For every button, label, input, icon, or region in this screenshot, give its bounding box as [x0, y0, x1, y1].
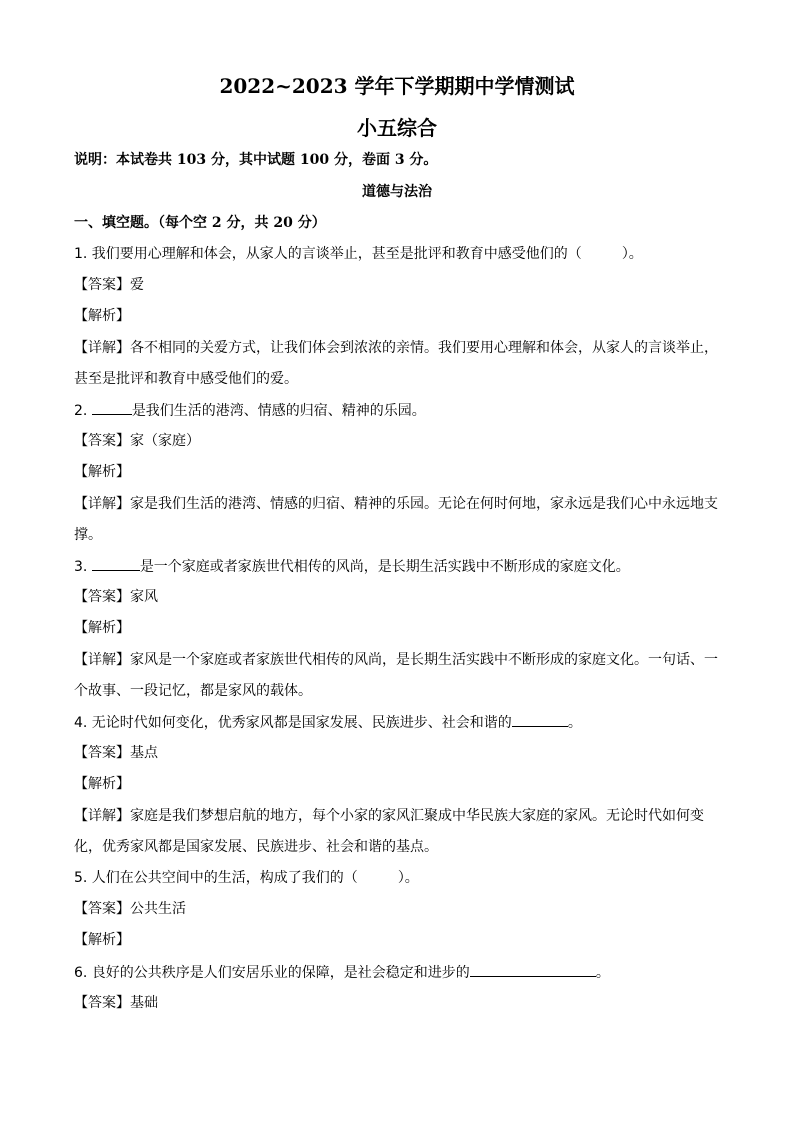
detail-1-line-1: 【详解】各不相同的关爱方式，让我们体会到浓浓的亲情。我们要用心理解和体会，从家人的言谈举止，	[74, 340, 718, 356]
exam-note: 说明：本试卷共 103 分，其中试题 100 分，卷面 3 分。	[74, 152, 438, 168]
question-text: 是一个家庭或者家族世代相传的风尚，是长期生活实践中不断形成的家庭文化。	[139, 559, 630, 575]
section-heading: 一、填空题。（每个空 2 分，共 20 分）	[74, 215, 326, 231]
detail-4-line-1: 【详解】家庭是我们梦想启航的地方，每个小家的家风汇聚成中华民族大家庭的家风。无论时代如何变	[74, 808, 704, 824]
question-end: ）。	[397, 870, 419, 886]
question-text: 5. 人们在公共空间中的生活，构成了我们的（	[74, 870, 358, 886]
answer-4: 【答案】基点	[74, 745, 158, 761]
document-title: 2022~2023 学年下学期期中学情测试	[219, 74, 575, 98]
question-6	[74, 962, 734, 983]
answer-5: 【答案】公共生活	[74, 901, 186, 917]
answer-blank	[92, 556, 140, 571]
analysis-2: 【解析】	[74, 464, 130, 480]
detail-4-line-2: 化，优秀家风都是国家发展、民族进步、社会和谐的基点。	[74, 839, 438, 855]
question-end: 。	[567, 715, 582, 731]
answer-2: 【答案】家（家庭）	[74, 433, 200, 449]
analysis-1: 【解析】	[74, 308, 130, 324]
question-3	[74, 556, 734, 577]
answer-blank	[512, 712, 568, 727]
answer-6: 【答案】基础	[74, 995, 158, 1011]
answer-blank	[92, 400, 132, 415]
question-end: 。	[595, 965, 610, 981]
question-text: 是我们生活的港湾、情感的归宿、精神的乐园。	[131, 403, 426, 419]
document-subtitle: 小五综合	[357, 116, 437, 140]
question-text: 6. 良好的公共秩序是人们安居乐业的保障，是社会稳定和进步的	[74, 965, 470, 981]
question-number: 3.	[74, 559, 92, 575]
answer-1: 【答案】爱	[74, 277, 144, 293]
question-number: 2.	[74, 403, 92, 419]
detail-2-line-2: 撑。	[74, 527, 102, 543]
analysis-3: 【解析】	[74, 620, 130, 636]
question-1	[74, 244, 734, 264]
subject-heading: 道德与法治	[362, 184, 432, 200]
detail-3-line-2: 个故事、一段记忆，都是家风的载体。	[74, 683, 312, 699]
question-text: 1. 我们要用心理解和体会，从家人的言谈举止，甚至是批评和教育中感受他们的（	[74, 246, 582, 262]
question-text: 4. 无论时代如何变化，优秀家风都是国家发展、民族进步、社会和谐的	[74, 715, 512, 731]
analysis-5: 【解析】	[74, 932, 130, 948]
question-end: ）。	[621, 246, 643, 262]
question-5	[74, 868, 734, 888]
analysis-4: 【解析】	[74, 776, 130, 792]
answer-3: 【答案】家风	[74, 589, 158, 605]
detail-2-line-1: 【详解】家是我们生活的港湾、情感的归宿、精神的乐园。无论在何时何地，家永远是我们心中永远地支	[74, 496, 718, 512]
detail-1-line-2: 甚至是批评和教育中感受他们的爱。	[74, 371, 298, 387]
question-2	[74, 400, 734, 421]
answer-blank	[470, 962, 596, 977]
detail-3-line-1: 【详解】家风是一个家庭或者家族世代相传的风尚，是长期生活实践中不断形成的家庭文化。一句话、一	[74, 652, 718, 668]
question-4	[74, 712, 734, 733]
